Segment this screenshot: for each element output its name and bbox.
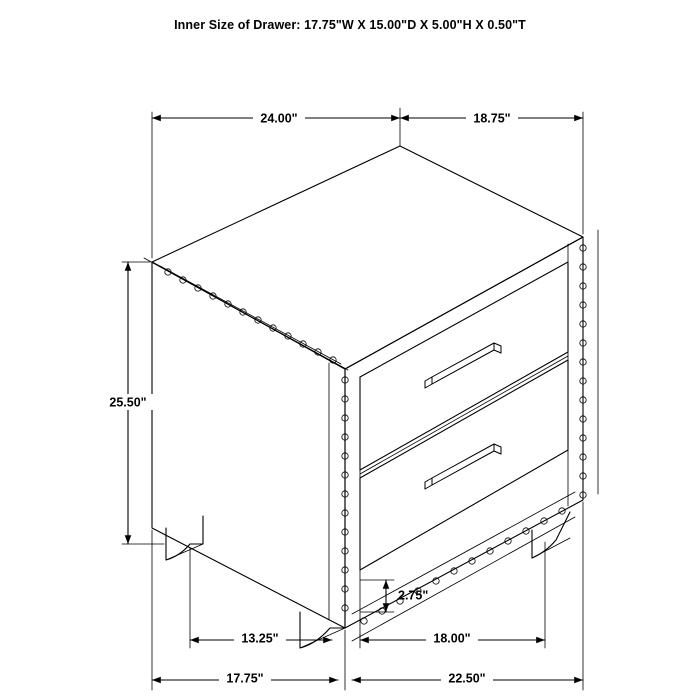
- nailhead-studs-bottom: [361, 508, 565, 624]
- handle-upper-drawer: [425, 343, 501, 388]
- dimension-label-leg-height: 2.75": [398, 588, 429, 603]
- dimension-label-bottom-inner-right: 18.00": [433, 631, 471, 646]
- dimension-label-bottom-inner-left: 13.25": [241, 631, 279, 646]
- handle-lower-drawer: [425, 444, 501, 489]
- dimension-label-left-height: 25.50": [109, 395, 147, 410]
- dimension-label-top-right: 18.75": [473, 111, 511, 126]
- dimension-bottom-outer-extensions: [152, 502, 583, 690]
- drawer-divider: [360, 356, 568, 474]
- cabinet-body: [152, 146, 583, 628]
- dimension-label-bottom-outer-right: 22.50": [448, 671, 486, 686]
- dimension-label-top-left: 24.00": [260, 111, 298, 126]
- page-title: Inner Size of Drawer: 17.75"W X 15.00"D X 5.00"H X 0.50"T: [174, 18, 526, 32]
- dimension-top-extensions: [152, 108, 583, 258]
- nailhead-trim-guides: [144, 230, 598, 641]
- dimension-label-bottom-outer-left: 17.75": [226, 671, 264, 686]
